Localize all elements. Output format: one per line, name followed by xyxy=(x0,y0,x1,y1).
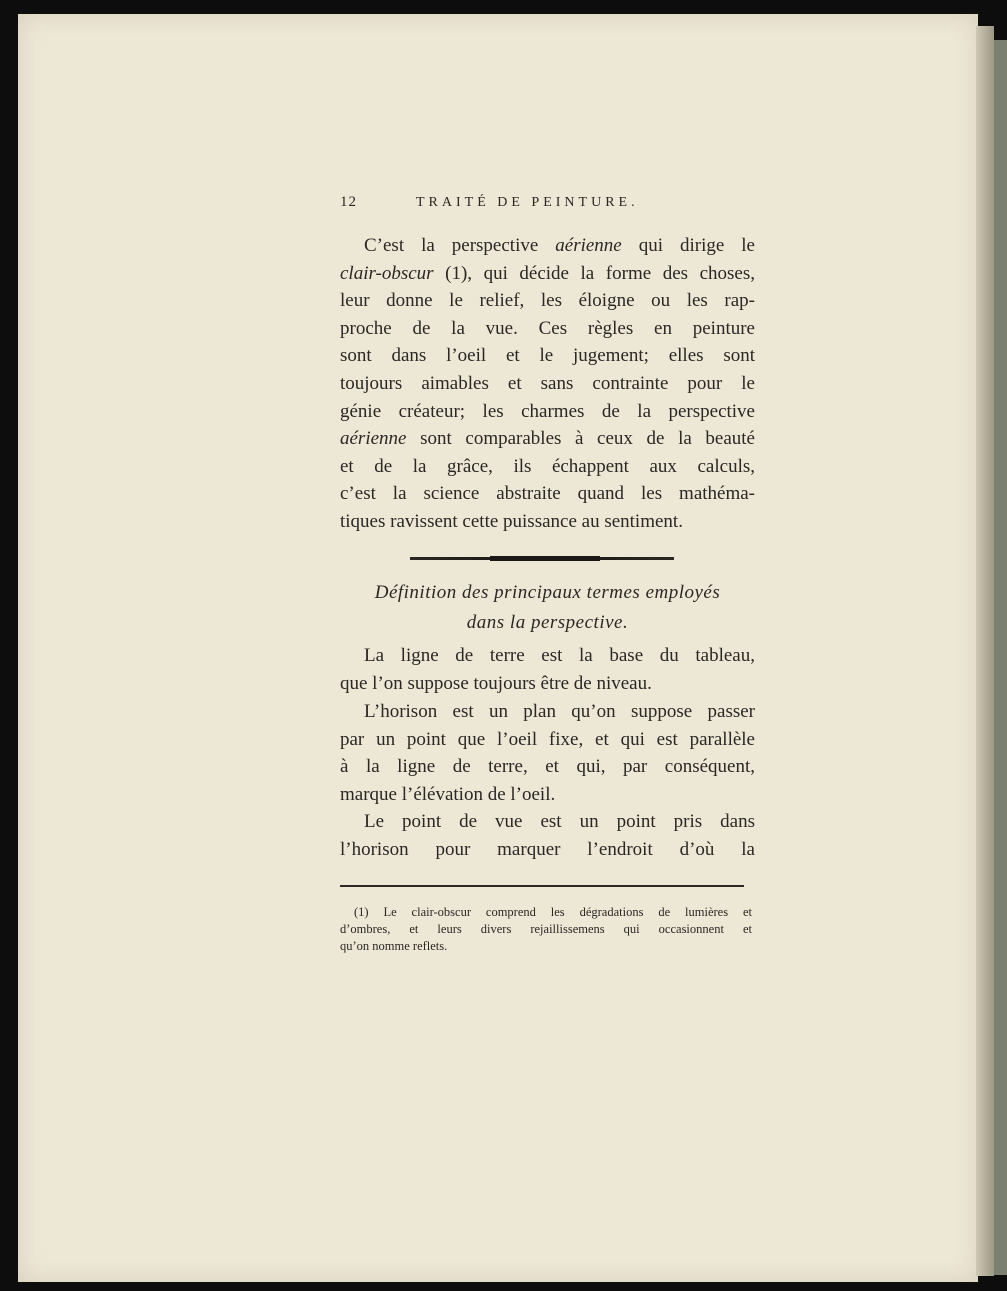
text-line: La ligne de terre est la base du tableau, xyxy=(364,645,755,666)
text-line: que l’on suppose toujours être de niveau. xyxy=(340,672,652,694)
text-line: aérienne sont comparables à ceux de la beauté xyxy=(340,428,755,450)
text-line: proche de la vue. Ces règles en peinture xyxy=(340,317,755,339)
text-line: sont dans l’oeil et le jugement; elles sont xyxy=(340,345,755,367)
running-title: TRAITÉ DE PEINTURE. xyxy=(416,195,639,210)
text-line: marque l’élévation de l’oeil. xyxy=(340,783,556,805)
footnote-rule xyxy=(340,885,744,887)
intro-paragraph xyxy=(340,232,755,536)
text-line: génie créateur; les charmes de la perspective xyxy=(340,400,755,422)
text-line: L’horison est un plan qu’on suppose passer xyxy=(364,701,755,722)
definition-horison xyxy=(340,698,755,808)
text-line: c’est la science abstraite quand les mathéma- xyxy=(340,483,755,505)
text-line: Le point de vue est un point pris dans xyxy=(364,811,755,832)
page-number: 12 xyxy=(340,194,357,210)
section-divider xyxy=(410,557,674,560)
section-title-line: Définition des principaux termes employés xyxy=(374,582,721,603)
text-line: toujours aimables et sans contrainte pour le xyxy=(340,372,755,394)
running-header xyxy=(340,194,760,211)
footnote-line: qu’on nomme reflets. xyxy=(340,939,448,953)
footnote xyxy=(340,904,752,955)
section-title-line: dans la perspective. xyxy=(466,612,629,633)
footnote-line: d’ombres, et leurs divers rejaillissemens qui occasionnent et xyxy=(340,922,752,936)
section-title xyxy=(340,578,755,638)
definition-point-de-vue xyxy=(340,808,755,863)
text-line: à la ligne de terre, et qui, par conséquent, xyxy=(340,756,755,778)
text-line: clair-obscur (1), qui décide la forme des choses, xyxy=(340,262,755,284)
text-line: par un point que l’oeil fixe, et qui est parallèle xyxy=(340,728,755,750)
page-edge xyxy=(976,26,994,1276)
definition-ligne-de-terre xyxy=(340,642,755,697)
footnote-line: (1) Le clair-obscur comprend les dégradations de lumières et xyxy=(354,905,752,919)
text-line: l’horison pour marquer l’endroit d’où la xyxy=(340,838,755,860)
text-line: leur donne le relief, les éloigne ou les rap- xyxy=(340,290,755,312)
cover-edge xyxy=(994,40,1007,1275)
text-line: tiques ravissent cette puissance au sentiment. xyxy=(340,510,683,532)
text-line: C’est la perspective aérienne qui dirige le xyxy=(364,235,755,256)
text-line: et de la grâce, ils échappent aux calculs, xyxy=(340,455,755,477)
